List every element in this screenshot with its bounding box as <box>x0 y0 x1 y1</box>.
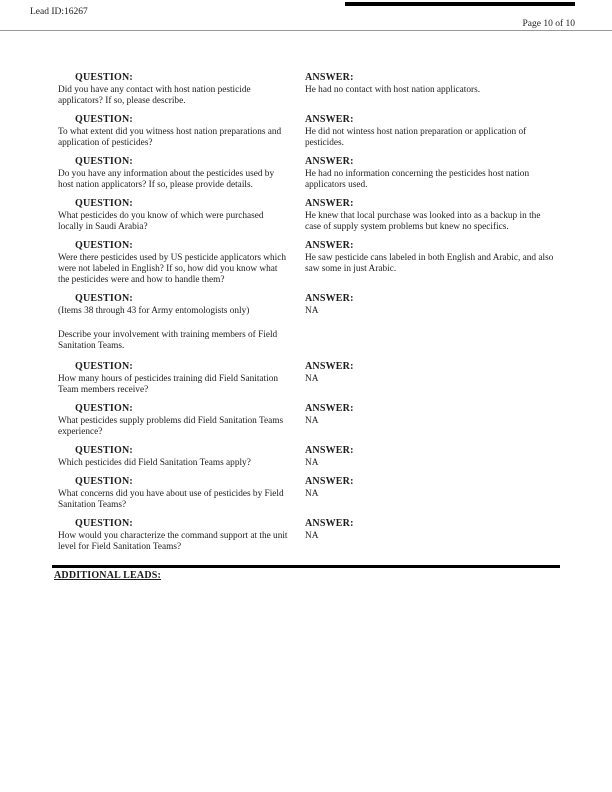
answer-cell <box>305 72 560 107</box>
question-label: QUESTION: <box>75 198 133 209</box>
question-cell <box>58 240 305 286</box>
answer-cell <box>305 476 560 511</box>
answer-text: NA <box>305 416 319 426</box>
question-cell <box>58 156 305 191</box>
answer-label: ANSWER: <box>305 476 354 487</box>
top-scan-bar <box>345 2 575 6</box>
question-cell <box>58 361 305 396</box>
qa-pair <box>58 156 560 191</box>
question-label: QUESTION: <box>75 445 133 456</box>
question-label: QUESTION: <box>75 476 133 487</box>
answer-cell <box>305 156 560 191</box>
answer-cell <box>305 198 560 233</box>
question-text: Were there pesticides used by US pesticide applicators which were not labeled in English? If so, how did you know what the pesticides were and how to handle them? <box>58 253 286 285</box>
answer-cell <box>305 445 560 469</box>
answer-cell <box>305 361 560 396</box>
answer-text: NA <box>305 458 319 468</box>
answer-label: ANSWER: <box>305 240 354 251</box>
question-text: Did you have any contact with host nation pesticide applicators? If so, please describe. <box>58 85 251 106</box>
answer-text: He did not wintess host nation preparation or application of pesticides. <box>305 127 527 148</box>
answer-cell <box>305 240 560 286</box>
answer-text: NA <box>305 489 319 499</box>
question-cell <box>58 445 305 469</box>
qa-pair <box>58 198 560 233</box>
question-text: How would you characterize the command support at the unit level for Field Sanitation Teams? <box>58 531 288 552</box>
question-text: How many hours of pesticides training did Field Sanitation Team members receive? <box>58 374 278 395</box>
question-cell <box>58 72 305 107</box>
question-cell <box>58 403 305 438</box>
qa-pair <box>58 361 560 396</box>
question-label: QUESTION: <box>75 403 133 414</box>
instruction-note: Describe your involvement with training members of Field Sanitation Teams. <box>58 330 278 351</box>
header-rule <box>0 30 612 31</box>
answer-cell <box>305 403 560 438</box>
answer-text: He had no contact with host nation applicators. <box>305 85 481 95</box>
qa-content <box>54 72 560 581</box>
answer-label: ANSWER: <box>305 403 354 414</box>
answer-cell <box>305 518 560 553</box>
question-label: QUESTION: <box>75 361 133 372</box>
question-text: Do you have any information about the pesticides used by host nation applicators? If so, please provide details. <box>58 169 275 190</box>
question-cell <box>58 518 305 553</box>
answer-cell <box>305 114 560 149</box>
question-text: (Items 38 through 43 for Army entomologists only) <box>58 306 250 316</box>
answer-label: ANSWER: <box>305 293 354 304</box>
qa-pair <box>58 293 560 317</box>
question-cell <box>58 114 305 149</box>
page-number: Page 10 of 10 <box>522 19 575 29</box>
additional-leads-rule <box>52 565 560 568</box>
question-text: To what extent did you witness host nation preparations and application of pesticides? <box>58 127 282 148</box>
qa-pair <box>58 476 560 511</box>
answer-cell <box>305 293 560 317</box>
question-label: QUESTION: <box>75 518 133 529</box>
answer-text: NA <box>305 531 319 541</box>
answer-label: ANSWER: <box>305 198 354 209</box>
lead-id: Lead ID:16267 <box>30 7 88 17</box>
question-text: What pesticides supply problems did Field Sanitation Teams experience? <box>58 416 284 437</box>
answer-text: NA <box>305 374 319 384</box>
qa-pair <box>58 518 560 553</box>
question-label: QUESTION: <box>75 293 133 304</box>
answer-text: He had no information concerning the pesticides host nation applicators used. <box>305 169 530 190</box>
answer-text: NA <box>305 306 319 316</box>
question-label: QUESTION: <box>75 240 133 251</box>
question-label: QUESTION: <box>75 156 133 167</box>
question-text: What concerns did you have about use of pesticides by Field Sanitation Teams? <box>58 489 284 510</box>
answer-label: ANSWER: <box>305 361 354 372</box>
question-cell <box>58 476 305 511</box>
qa-pair <box>58 240 560 286</box>
answer-label: ANSWER: <box>305 156 354 167</box>
qa-pair <box>58 114 560 149</box>
qa-pair <box>58 445 560 469</box>
question-cell <box>58 198 305 233</box>
answer-label: ANSWER: <box>305 72 354 83</box>
answer-label: ANSWER: <box>305 445 354 456</box>
qa-pair <box>58 403 560 438</box>
question-label: QUESTION: <box>75 114 133 125</box>
additional-leads-heading: ADDITIONAL LEADS: <box>54 569 162 581</box>
question-text: What pesticides do you know of which were purchased locally in Saudi Arabia? <box>58 211 264 232</box>
qa-pair <box>58 72 560 107</box>
question-label: QUESTION: <box>75 72 133 83</box>
answer-text: He knew that local purchase was looked into as a backup in the case of supply system problems but knew no specifics. <box>305 211 541 232</box>
question-text: Which pesticides did Field Sanitation Teams apply? <box>58 458 251 468</box>
question-cell <box>58 293 305 317</box>
answer-text: He saw pesticide cans labeled in both English and Arabic, and also saw some in just Arabic. <box>305 253 554 274</box>
answer-label: ANSWER: <box>305 114 354 125</box>
answer-label: ANSWER: <box>305 518 354 529</box>
